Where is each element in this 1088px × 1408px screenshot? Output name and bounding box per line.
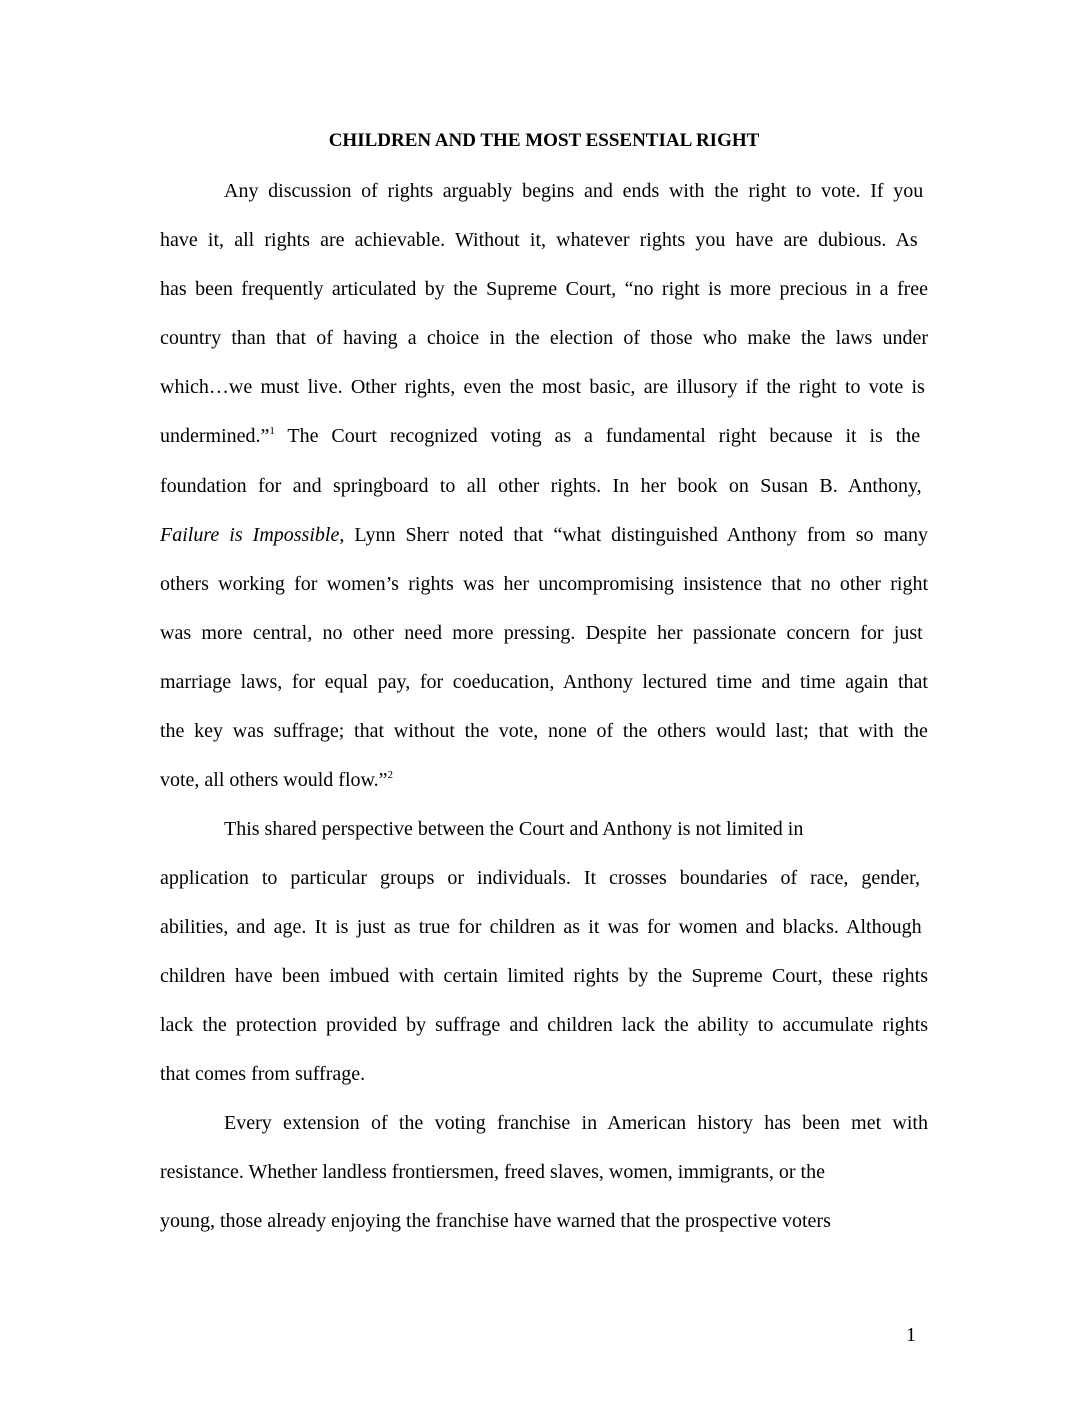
text-line: This shared perspective between the Court and Anthony is not limited in (224, 818, 804, 840)
text-line: lack the protection provided by suffrage and children lack the ability to accumulate rights (160, 1014, 929, 1037)
text-line: undermined.”$^1$ The Court recognized voting as a fundamental right because it is the (160, 425, 921, 448)
text-line: Every extension of the voting franchise in American history has been met with (224, 1112, 928, 1134)
paragraph (160, 167, 928, 805)
footnote-marker[interactable]: 2 (387, 769, 394, 782)
text-line: have it, all rights are achievable. Without it, whatever rights you have are dubious. As (160, 229, 918, 252)
text-line: has been frequently articulated by the Supreme Court, “no right is more precious in a free (160, 278, 929, 301)
text-line: that comes from suffrage. (160, 1063, 366, 1086)
text-line: vote, all others would flow.”$^2$ (160, 769, 394, 792)
text-line: application to particular groups or individuals. It crosses boundaries of race, gender, (160, 867, 920, 890)
text-line: young, those already enjoying the franchise have warned that the prospective voters (160, 1210, 831, 1233)
page-number: 1 (906, 1324, 916, 1346)
text-line: Any discussion of rights arguably begins and ends with the right to vote. If you (224, 180, 924, 202)
book-title: Failure is Impossible (160, 523, 340, 546)
text-line: Failure is Impossible, Lynn Sherr noted that “what distinguished Anthony from so many (160, 523, 928, 546)
text-line: children have been imbued with certain limited rights by the Supreme Court, these rights (160, 965, 929, 988)
text-line: was more central, no other need more pressing. Despite her passionate concern for just (160, 621, 923, 644)
text-line: which…we must live. Other rights, even the most basic, are illusory if the right to vote is (160, 376, 925, 399)
text-line: abilities, and age. It is just as true for children as it was for women and blacks. Although (160, 916, 922, 939)
text-line: others working for women’s rights was her uncompromising insistence that no other right (160, 572, 929, 595)
paragraph (160, 1099, 928, 1246)
text-line: resistance. Whether landless frontiersmen, freed slaves, women, immigrants, or the (160, 1161, 825, 1184)
text-line: the key was suffrage; that without the vote, none of the others would last; that with the (160, 720, 928, 743)
footnote-marker[interactable]: 1 (269, 425, 275, 438)
text-line: country than that of having a choice in the election of those who make the laws under (160, 327, 929, 350)
document-title: CHILDREN AND THE MOST ESSENTIAL RIGHT (328, 130, 760, 151)
paragraph (160, 805, 928, 1100)
text-line: foundation for and springboard to all other rights. In her book on Susan B. Anthony, (160, 474, 922, 497)
text-line: marriage laws, for equal pay, for coeducation, Anthony lectured time and time again that (160, 670, 928, 693)
